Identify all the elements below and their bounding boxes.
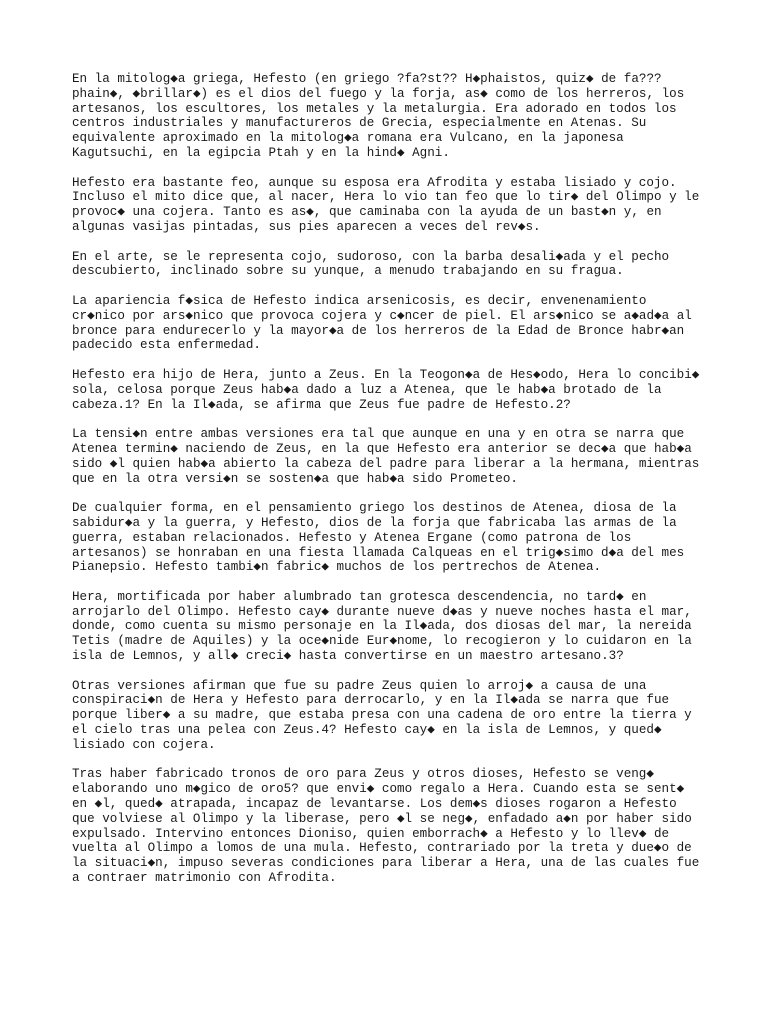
paragraph-appearance: Hefesto era bastante feo, aunque su esposa era Afrodita y estaba lisiado y cojo. Incluso el mito dice que, al nacer, Hera lo vio tan feo que lo tir◆ del Olimpo y le provoc◆ una cojera. Tanto es as◆, que caminaba con la ayuda de un bast◆n y, en algunas vasijas pintadas, sus pies aparecen a veces del rev◆s. (72, 175, 700, 234)
paragraph-thrones: Tras haber fabricado tronos de oro para Zeus y otros dioses, Hefesto se veng◆ elaborando uno m◆gico de oro5? que envi◆ como regalo a Hera. Cuando esta se sent◆ en ◆l, qued◆ atrapada, incapaz de levantarse. Los dem◆s dioses rogaron a Hefesto que volviese al Olimpo y la liberase, pero ◆l se neg◆, enfadado a◆n por haber sido expulsado. Intervino entonces Dioniso, quien emborrach◆ a Hefesto y lo llev◆ de vuelta al Olimpo a lomos de una mula. Hefesto, contrariado por la treta y due◆o de la situaci◆n, impuso severas condiciones para liberar a Hera, una de las cuales fue a contraer matrimonio con Afrodita. (72, 767, 700, 886)
paragraph-hefesto-intro: En la mitolog◆a griega, Hefesto (en griego ?fa?st?? H◆phaistos, quiz◆ de fa??? phain◆, ◆brillar◆) es el dios del fuego y la forja, as◆ como de los herreros, los artesanos, los escultores, los metales y la metalurgia. Era adorado en todos los centros industriales y manufactureros de Grecia, especialmente en Atenas. Su equivalente aproximado en la mitolog◆a romana era Vulcano, en la japonesa Kagutsuchi, en la egipcia Ptah y en la hind◆ Agni. (72, 72, 685, 160)
paragraph-parentage: Hefesto era hijo de Hera, junto a Zeus. En la Teogon◆a de Hes◆odo, Hera lo concibi◆ sola, celosa porque Zeus hab◆a dado a luz a Atenea, que le hab◆a brotado de la cabeza.1? En la Il◆ada, se afirma que Zeus fue padre de Hefesto.2? (72, 367, 700, 412)
paragraph-versions: La tensi◆n entre ambas versiones era tal que aunque en una y en otra se narra que Atenea termin◆ naciendo de Zeus, en la que Hefesto era anterior se dec◆a que hab◆a sido ◆l quien hab◆a abierto la cabeza del padre para liberar a la hermana, mientras que en la otra versi◆n se sosten◆a que hab◆a sido Prometeo. (72, 427, 700, 486)
paragraph-fall: Hera, mortificada por haber alumbrado tan grotesca descendencia, no tard◆ en arrojarlo del Olimpo. Hefesto cay◆ durante nueve d◆as y nueve noches hasta el mar, donde, como cuenta su mismo personaje en la Il◆ada, dos diosas del mar, la nereida Tetis (madre de Aquiles) y la oce◆nide Eur◆nome, lo recogieron y lo cuidaron en la isla de Lemnos, y all◆ creci◆ hasta convertirse en un maestro artesano.3? (72, 589, 692, 664)
paragraph-athena: De cualquier forma, en el pensamiento griego los destinos de Atenea, diosa de la sabidur◆a y la guerra, y Hefesto, dios de la forja que fabricaba las armas de la guerra, estaban relacionados. Hefesto y Atenea Ergane (como patrona de los artesanos) se honraban en una fiesta llamada Calqueas en el trig◆simo d◆a del mes Pianepsio. Hefesto tambi◆n fabric◆ muchos de los pertrechos de Atenea. (72, 501, 685, 575)
paragraph-art: En el arte, se le representa cojo, sudoroso, con la barba desali◆ada y el pecho descubierto, inclinado sobre su yunque, a menudo trabajando en su fragua. (72, 249, 670, 279)
document-page (72, 72, 702, 901)
paragraph-other-versions: Otras versiones afirman que fue su padre Zeus quien lo arroj◆ a causa de una conspiraci◆n de Hera y Hefesto para derrocarlo, y en la Il◆ada se narra que fue porque liber◆ a su madre, que estaba presa con una cadena de oro entre la tierra y el cielo tras una pelea con Zeus.4? Hefesto cay◆ en la isla de Lemnos, y qued◆ lisiado con cojera. (72, 678, 692, 752)
paragraph-arsenicosis: La apariencia f◆sica de Hefesto indica arsenicosis, es decir, envenenamiento cr◆nico por ars◆nico que provoca cojera y c◆ncer de piel. El ars◆nico se a◆ad◆a al bronce para endurecerlo y la mayor◆a de los herreros de la Edad de Bronce habr◆an padecido esta enfermedad. (72, 293, 692, 353)
